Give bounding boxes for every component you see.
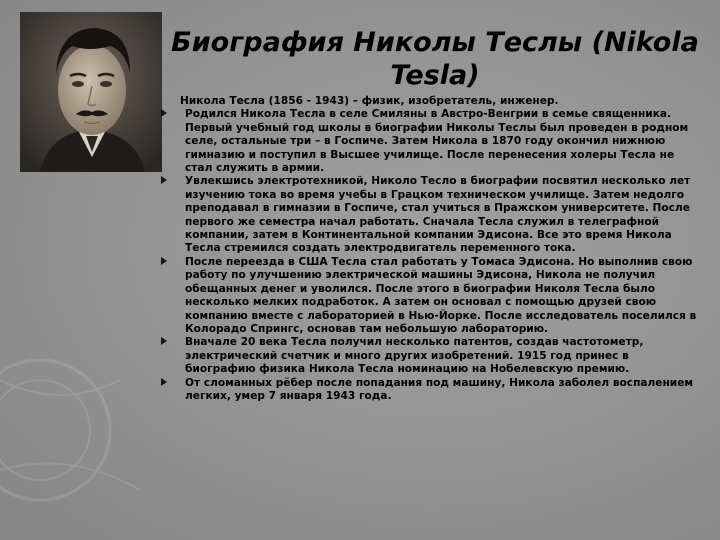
bullet-text: Увлекшись электротехникой, Николо Тесло в биографии посвятил несколько лет изучению тока во время учебы в Грацком техническом училище. Затем недолго преподавал в гимназии в Госпиче, стал учиться в Пражском университете. После первого же семестра начал работать. Сначала Тесла служил в телеграфной компании, затем в Континентальной компании Эдисона. Все это время Никола Тесла стремился создать электродвигатель переменного тока. xyxy=(185,175,691,255)
intro-line: Никола Тесла (1856 - 1943) – физик, изобретатель, инженер. xyxy=(180,95,559,107)
arrow-bullet-icon xyxy=(161,257,167,265)
bullet-item xyxy=(185,175,700,255)
bullet-text: Родился Никола Тесла в селе Смиляны в Австро-Венгрии в семье священника. Первый учебный год школы в биографии Николы Теслы был проведен в родном селе, остальные три – в Госпиче. Затем Никола в 1870 году окончил нижнюю гимназию и поступил в Высшее училище. После перенесения холеры Тесла не стал служить в армии. xyxy=(185,108,689,175)
tesla-portrait xyxy=(20,12,162,172)
bullet-item xyxy=(185,256,700,336)
arrow-bullet-icon xyxy=(161,176,167,184)
background-ornament xyxy=(0,320,180,520)
bullet-text: От сломанных рёбер после попадания под машину, Никола заболел воспалением легких, умер 7 января 1943 года. xyxy=(185,376,694,402)
bullet-text: После переезда в США Тесла стал работать у Томаса Эдисона. Но выполнив свою работу по улучшению электрической машины Эдисона, Никола не получил обещанных денег и уволился. После этого в биографии Николя Тесла было несколько мелких подработок. А затем он основал с помощью друзей свою компанию вместе с лабораторией в Нью-Йорке. После исследователь поселился в Колорадо Спрингс, основав там небольшую лабораторию. xyxy=(185,255,697,335)
bullet-item xyxy=(185,108,700,175)
bullet-item xyxy=(185,336,700,376)
slide-title: Биография Николы Теслы (Nikola Tesla) xyxy=(171,27,699,91)
arrow-bullet-icon xyxy=(161,109,167,117)
bullet-text: Вначале 20 века Тесла получил несколько патентов, создав частотометр, электрический счетчик и много других изобретений. 1915 год принес в биографию физика Никола Тесла номинацию на Нобелевскую премию. xyxy=(185,336,644,376)
slide-body xyxy=(160,95,700,403)
bullet-item xyxy=(185,377,700,404)
